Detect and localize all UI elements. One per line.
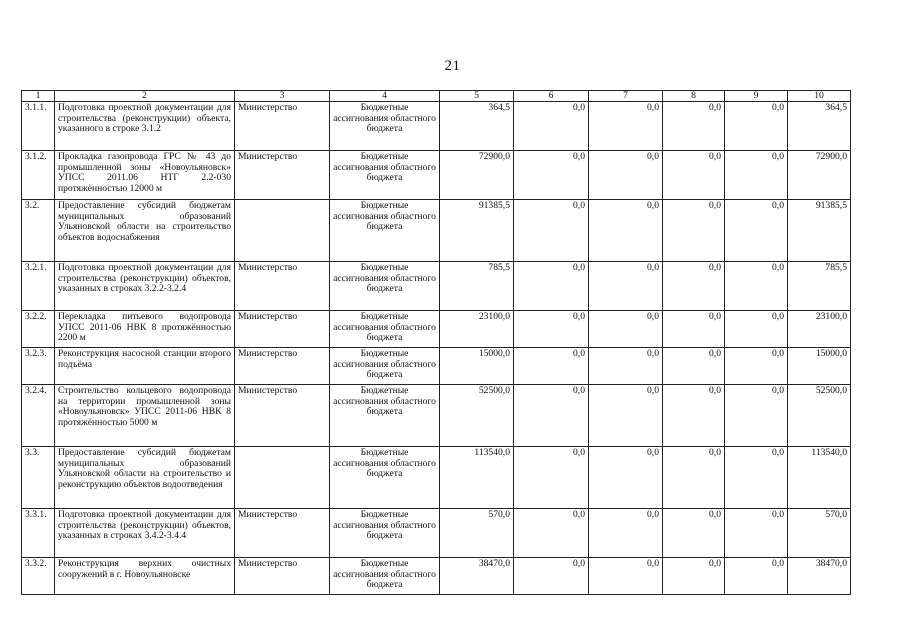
- row-funding-source: Бюджетные ассигнования областного бюджета: [330, 348, 440, 385]
- row-value-col9: 0,0: [725, 151, 788, 200]
- row-value-col8: 0,0: [663, 102, 725, 151]
- table-row: [22, 348, 851, 385]
- table-row: [22, 558, 851, 595]
- row-value-col7: 0,0: [589, 200, 663, 262]
- table-row: [22, 311, 851, 348]
- row-value-col6: 0,0: [514, 151, 589, 200]
- row-name: Подготовка проектной документации для строительства (реконструкции) объекта, указанного в строке 3.1.2: [55, 102, 235, 151]
- column-header: 10: [788, 91, 851, 102]
- row-value-col10: 113540,0: [788, 447, 851, 509]
- row-value-col7: 0,0: [589, 509, 663, 558]
- row-funding-source: Бюджетные ассигнования областного бюджета: [330, 558, 440, 595]
- row-value-col5: 38470,0: [440, 558, 514, 595]
- budget-table: [21, 90, 851, 595]
- row-value-col6: 0,0: [514, 102, 589, 151]
- row-value-col10: 785,5: [788, 262, 851, 311]
- column-header: 2: [55, 91, 235, 102]
- row-value-col6: 0,0: [514, 385, 589, 447]
- row-value-col9: 0,0: [725, 200, 788, 262]
- column-header: 8: [663, 91, 725, 102]
- row-value-col5: 52500,0: [440, 385, 514, 447]
- row-code: 3.2.2.: [22, 311, 55, 348]
- page-number: 21: [444, 58, 461, 74]
- column-header: 5: [440, 91, 514, 102]
- column-header: 4: [330, 91, 440, 102]
- row-value-col8: 0,0: [663, 151, 725, 200]
- row-name: Предоставление субсидий бюджетам муниципальных образований Ульяновской области на строительство и реконструкцию объектов водоотведения: [55, 447, 235, 509]
- row-value-col9: 0,0: [725, 447, 788, 509]
- row-value-col9: 0,0: [725, 385, 788, 447]
- row-value-col9: 0,0: [725, 348, 788, 385]
- row-value-col5: 570,0: [440, 509, 514, 558]
- row-value-col10: 364,5: [788, 102, 851, 151]
- row-code: 3.1.1.: [22, 102, 55, 151]
- row-value-col10: 15000,0: [788, 348, 851, 385]
- row-value-col10: 38470,0: [788, 558, 851, 595]
- row-funding-source: Бюджетные ассигнования областного бюджета: [330, 151, 440, 200]
- header-row: [22, 91, 851, 102]
- row-executor: Министерство: [235, 509, 330, 558]
- table-body: [22, 102, 851, 595]
- row-value-col9: 0,0: [725, 262, 788, 311]
- row-value-col7: 0,0: [589, 385, 663, 447]
- row-value-col5: 15000,0: [440, 348, 514, 385]
- row-value-col6: 0,0: [514, 447, 589, 509]
- row-value-col10: 91385,5: [788, 200, 851, 262]
- row-value-col8: 0,0: [663, 200, 725, 262]
- row-name: Строительство кольцевого водопровода на территории промышленной зоны «Новоульяновск» УПСС 2011-06 НВК 8 протяжённостью 5000 м: [55, 385, 235, 447]
- row-value-col5: 113540,0: [440, 447, 514, 509]
- row-code: 3.2.4.: [22, 385, 55, 447]
- row-name: Реконструкция верхних очистных сооружений в г. Новоульяновске: [55, 558, 235, 595]
- row-name: Реконструкция насосной станции второго подъёма: [55, 348, 235, 385]
- table-row: [22, 151, 851, 200]
- row-executor: Министерство: [235, 262, 330, 311]
- row-value-col6: 0,0: [514, 200, 589, 262]
- row-funding-source: Бюджетные ассигнования областного бюджета: [330, 509, 440, 558]
- row-value-col6: 0,0: [514, 311, 589, 348]
- table-row: [22, 447, 851, 509]
- table-row: [22, 102, 851, 151]
- row-name: Перекладка питьевого водопровода УПСС 2011-06 НВК 8 протяжённостью 2200 м: [55, 311, 235, 348]
- row-value-col8: 0,0: [663, 385, 725, 447]
- row-funding-source: Бюджетные ассигнования областного бюджета: [330, 385, 440, 447]
- row-value-col8: 0,0: [663, 262, 725, 311]
- column-header: 6: [514, 91, 589, 102]
- row-value-col10: 52500,0: [788, 385, 851, 447]
- row-name: Подготовка проектной документации для строительства (реконструкции) объектов, указанных в строках 3.4.2-3.4.4: [55, 509, 235, 558]
- row-value-col7: 0,0: [589, 311, 663, 348]
- row-value-col8: 0,0: [663, 558, 725, 595]
- row-name: Предоставление субсидий бюджетам муниципальных образований Ульяновской области на строительство объектов водоснабжения: [55, 200, 235, 262]
- table-row: [22, 385, 851, 447]
- row-value-col7: 0,0: [589, 262, 663, 311]
- row-value-col8: 0,0: [663, 509, 725, 558]
- row-value-col6: 0,0: [514, 509, 589, 558]
- row-code: 3.2.: [22, 200, 55, 262]
- row-funding-source: Бюджетные ассигнования областного бюджета: [330, 262, 440, 311]
- row-code: 3.3.1.: [22, 509, 55, 558]
- row-value-col8: 0,0: [663, 447, 725, 509]
- row-value-col10: 23100,0: [788, 311, 851, 348]
- row-name: Прокладка газопровода ГРС № 43 до промышленной зоны «Новоульяновск» УПСС 2011.06 НТГ 2.2-030 протяжённостью 12000 м: [55, 151, 235, 200]
- row-value-col7: 0,0: [589, 558, 663, 595]
- column-header: 1: [22, 91, 55, 102]
- row-value-col6: 0,0: [514, 348, 589, 385]
- row-executor: Министерство: [235, 558, 330, 595]
- row-executor: Министерство: [235, 151, 330, 200]
- table-row: [22, 509, 851, 558]
- row-value-col6: 0,0: [514, 558, 589, 595]
- row-funding-source: Бюджетные ассигнования областного бюджета: [330, 311, 440, 348]
- row-funding-source: Бюджетные ассигнования областного бюджета: [330, 447, 440, 509]
- table-row: [22, 200, 851, 262]
- row-name: Подготовка проектной документации для строительства (реконструкции) объектов, указанных в строках 3.2.2-3.2.4: [55, 262, 235, 311]
- row-value-col9: 0,0: [725, 558, 788, 595]
- row-code: 3.2.3.: [22, 348, 55, 385]
- row-value-col9: 0,0: [725, 102, 788, 151]
- row-value-col7: 0,0: [589, 102, 663, 151]
- row-executor: Министерство: [235, 102, 330, 151]
- row-value-col8: 0,0: [663, 311, 725, 348]
- row-executor: Министерство: [235, 311, 330, 348]
- row-value-col7: 0,0: [589, 348, 663, 385]
- row-value-col9: 0,0: [725, 509, 788, 558]
- row-code: 3.1.2.: [22, 151, 55, 200]
- row-value-col5: 23100,0: [440, 311, 514, 348]
- row-value-col10: 570,0: [788, 509, 851, 558]
- row-code: 3.3.2.: [22, 558, 55, 595]
- column-header: 7: [589, 91, 663, 102]
- row-executor: [235, 447, 330, 509]
- row-value-col7: 0,0: [589, 151, 663, 200]
- row-code: 3.3.: [22, 447, 55, 509]
- row-executor: Министерство: [235, 348, 330, 385]
- row-code: 3.2.1.: [22, 262, 55, 311]
- row-value-col7: 0,0: [589, 447, 663, 509]
- row-executor: [235, 200, 330, 262]
- column-header: 9: [725, 91, 788, 102]
- row-value-col5: 785,5: [440, 262, 514, 311]
- row-value-col9: 0,0: [725, 311, 788, 348]
- row-value-col6: 0,0: [514, 262, 589, 311]
- row-funding-source: Бюджетные ассигнования областного бюджета: [330, 102, 440, 151]
- row-value-col10: 72900,0: [788, 151, 851, 200]
- row-value-col5: 72900,0: [440, 151, 514, 200]
- table-row: [22, 262, 851, 311]
- row-value-col5: 364,5: [440, 102, 514, 151]
- row-value-col5: 91385,5: [440, 200, 514, 262]
- column-header: 3: [235, 91, 330, 102]
- row-executor: Министерство: [235, 385, 330, 447]
- row-funding-source: Бюджетные ассигнования областного бюджета: [330, 200, 440, 262]
- row-value-col8: 0,0: [663, 348, 725, 385]
